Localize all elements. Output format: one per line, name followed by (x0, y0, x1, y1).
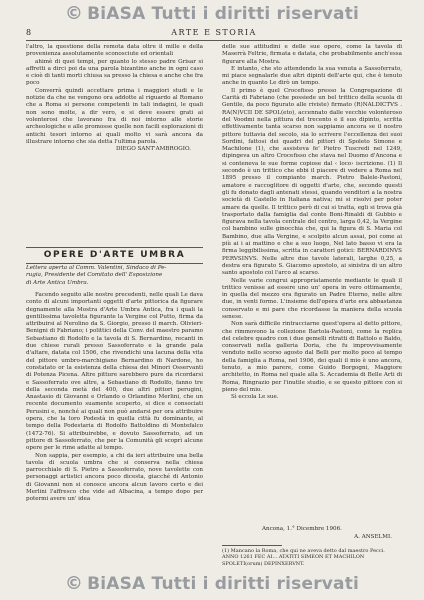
author-signature: DIEGO SANT'AMBROGIO. (115, 146, 191, 153)
intro-line: di Arte Antica Umbra. (26, 279, 89, 286)
footnote-rule (222, 545, 282, 546)
intro-line: rugia, Presidente del Comitato dell' Esposizione (26, 272, 163, 279)
paragraph: E intanto, che sto attendendo la sua venuta a Sassoferrato, mi piace segnalarle due altri dipinti dell'arte qui, che è tenuto anche in quanto Le dirò un tempo. (222, 65, 402, 87)
watermark-text: BiASA Tutti i diritti riservati (87, 574, 360, 594)
section-title: OPERE D'ARTE UMBRA (43, 250, 186, 260)
watermark-bottom (0, 573, 424, 594)
letter-signature: A. ANSELMI. (354, 534, 392, 540)
page-number: 8 (26, 28, 32, 37)
footnotes (222, 548, 402, 567)
left-column-top (26, 44, 203, 153)
paragraph: delle sue attitudini e delle sue opere, come la tavola di Maserrà Feltrie, firmata e datata, che probabilmente anch'essa figurare alla Mostra. (222, 44, 402, 65)
section-rule-top (26, 247, 203, 248)
paragraph: Non sappia, per esempio, a chi da ieri attribuire una bella tavola di scuola umbra che si conserva nella chiesa parrocchiale di S. Pietro a Sassoferrato, nove tavolette con personaggi artistici ancora poco dicesta, giacché di Antonio di Giovanni non si conosce ancora alcun lavoro certo e dei Merlini l'affresco che vide ad Albacina, a tempo dopo per potermi avere un' idea (26, 452, 203, 503)
left-column-body (26, 292, 203, 504)
paragraph: ahimè di quei tempi, per quanto lo stesso padre Grisar si affretti a dirci poi da una parola bizantino anche in ogni caso e cioè di tanti morti chiusa sa presso la chiesa e anche che fra poco (26, 58, 203, 87)
dateline: Ancona, 1.° Dicembre 1906. (262, 526, 342, 532)
section-intro (26, 265, 203, 287)
paragraph: Nelle varie congrui appropriatamente mediante le quali il trittico venisse ad essere uno un' opera in vero ottimamente, in quella del mezzo era figurato un Padre Eterno, nelle altre due, in venti forme. L'insieme dell'opera d'arte era abbastanza conservato e mi pare che ricordasse la maniera della scuola senese. (222, 277, 402, 320)
intro-line: Lettera aperta al Comm. Valentini, Sindaco di Pe- (26, 265, 167, 271)
page-header (26, 28, 402, 40)
article-section (26, 247, 203, 287)
section-rule-bottom (26, 263, 203, 264)
paragraph: Facendo seguito alle nostre precedenti, nelle quali Le dava conto di alcuni importanti oggetti d'arte pittorica da figurare degnamente alla Mostra d'Arte Umbra Antica, fra i quali la gentilissima tavoletta figurante la Vergine col Putto, firma da attribuirsi al Nerolino da S. Giorgio, presso il march. Olivieri-Benigni di Fabriano; i polittici della Conv. del maestro paramo Sebastiano di Rodolfo e la tavola di S. Bernardino, recanti in due chiese rurali presso Sassoferrato e la grande pala d'altare, datata col 1506, che rivendichi una lacuna della vita del pittore umbro-marchigiano Bernardino di Nardone, ho constatato or la esistenza della chiesa dei Minori Osservanti di Potenza Picena. Altre pitture sarebbero pure da ricordarsi e Sassoferrato ove altre, a Sebastiano di Rodolfo, fanno tre della seconda metà del 400, due altri pittori perugini, Anastasio di Giovanni e Orlando o Orlandino Merlini, che un recente documento suamente scoperto, si dice e consociati Perusini e, nonché ai quali non può andarsi per ora attribuire opera, che la loro Podestà in quella città fu dominante, al tempo della Podestaria di Rodolfo Battoldino di Montefalco (1472-76). Si attribuirebbe, e dovuto Sassoferrato, ad un pittore di Sassoferrato, che per la Comunità gli scoprì alcune opere per le rime adatte al tempo. (26, 292, 203, 452)
footnote: (1) Mancano la Roma, che qui ne aveva detto dal maestro Pecci. (222, 548, 385, 554)
copyright-icon: © (64, 573, 84, 594)
running-title: ARTE E STORIA (171, 28, 257, 37)
paragraph: Non sarà difficile rintracciarne quest'opera al detto pittore, che rimmovono la collezione Bartola-Pastoni, come la replica del celebre quadro con i due gemelli ritratti di Battolo e Baldo, conservati nella galleria Doria, che fu improvvisamente venduto nello scorso agosto dal Belli per molto poco al tempo della famiglia a Roma, nel 1906, dei quali il mio è uno ancora, tenuto, a mio parere, come Guido Borgogni, Maggiore architetto, in Roma nel quale alla S. Accademia di Belle Arti di Roma, Ringrazio per l'inutile studio, e se questo pittore con si pieno del mio. (222, 321, 402, 393)
watermark-top (0, 3, 424, 24)
right-column (222, 44, 402, 402)
watermark-text: BiASA Tutti i diritti riservati (87, 4, 360, 24)
footnote: ANNO 1261 FEC AI... ATATITI SIMEON ET MACHILON SPOLETI(orum) DEPINXERVNT. (222, 554, 365, 567)
paragraph: l'altro, la questione della remota data oltre il mille e della provenienza assolutamente sconosciute ed orientali (26, 44, 203, 58)
header-rule (26, 40, 402, 41)
closing-line: Sì eccola Le sue. (231, 394, 279, 401)
paragraph: Il primo è quel Crocefisso presso la Congregazione di Carità di Fabriano (che possiede un bel trittico della scuola di Gentile, da poco figurato alle riviste) firmato (R)NALDICTVS . RA(N)VCII DE SPOL(eto), accennato dalle vecchie volonteroso del Voodmi nella pittura del trecento e il suo dipinto, scritta effettivamente tanta scarso non sappiamo ancora se il nostro pittore tuttavia del secolo, sia lo scrivere l'eccellenza dei suoi Sordini, fattosi dei quadri del pittori di Spoleto Simone e Machilone (1), che assisteva fe' Pietro Tuscredi nel 1249, dipingeva un altro Crocefisso che stava nel Duomo d'Ancona e si conteneva le sue forme copiose dal ‹ loco› iscrizione. (1) Il secondo è un trittico che ebbi il piacere di vedere a Roma nel 1895 presso il compianto march. Pietro Balele-Pastoni, amatore e raccoglitore di oggetti d'arte, che, secondo questi gli fu donato dagli antenati stessi, quando venditori a la nostra società di Castello in Italiana nativa; mi si risolvi per poter amare da quelle. Il trittico però di cui si tratta, egli si trova già trasportato dalla famiglia dal conte Boni-Rinaldi di Gubbio e figurava nella tavola centrale del centro, larga 0,42, la Vergine col bambino sulle ginocchia che, qui la figura di S. Maria col Bambino, due alla Vergine, e scolpito alcun assai, poi come ai più ai i ai mattino e che a suo luogo, Nel lato basso vi era la firma leggibilissima, scritta in caratteri gotici: BERNARDINVS PERVSINVS. Nelle altre due tavole laterali, larghe 0,25, a destra era figurato S. Giacomo apostolo, ai sinistra di un altro santo apostolo col l'arco al scarso. (222, 87, 402, 277)
paragraph: Converrà quindi accettare prima i maggiori studi e le notizie da che ne vengono ora addotte al riguardo al Romano che a Roma si persone competenti in tali indagini, le quali non sono molte, a dir vero, e si deve essere grati ai volenterosi che lavorano fra di noi intorno alle storie archeologiche e alle promosse quelle non facili esplorazioni di antichi tesori intorno ai quali molto vi sarà ancora da illustrare intorno che sia detta l'ultima parola. (26, 87, 203, 145)
copyright-icon: © (64, 3, 84, 24)
